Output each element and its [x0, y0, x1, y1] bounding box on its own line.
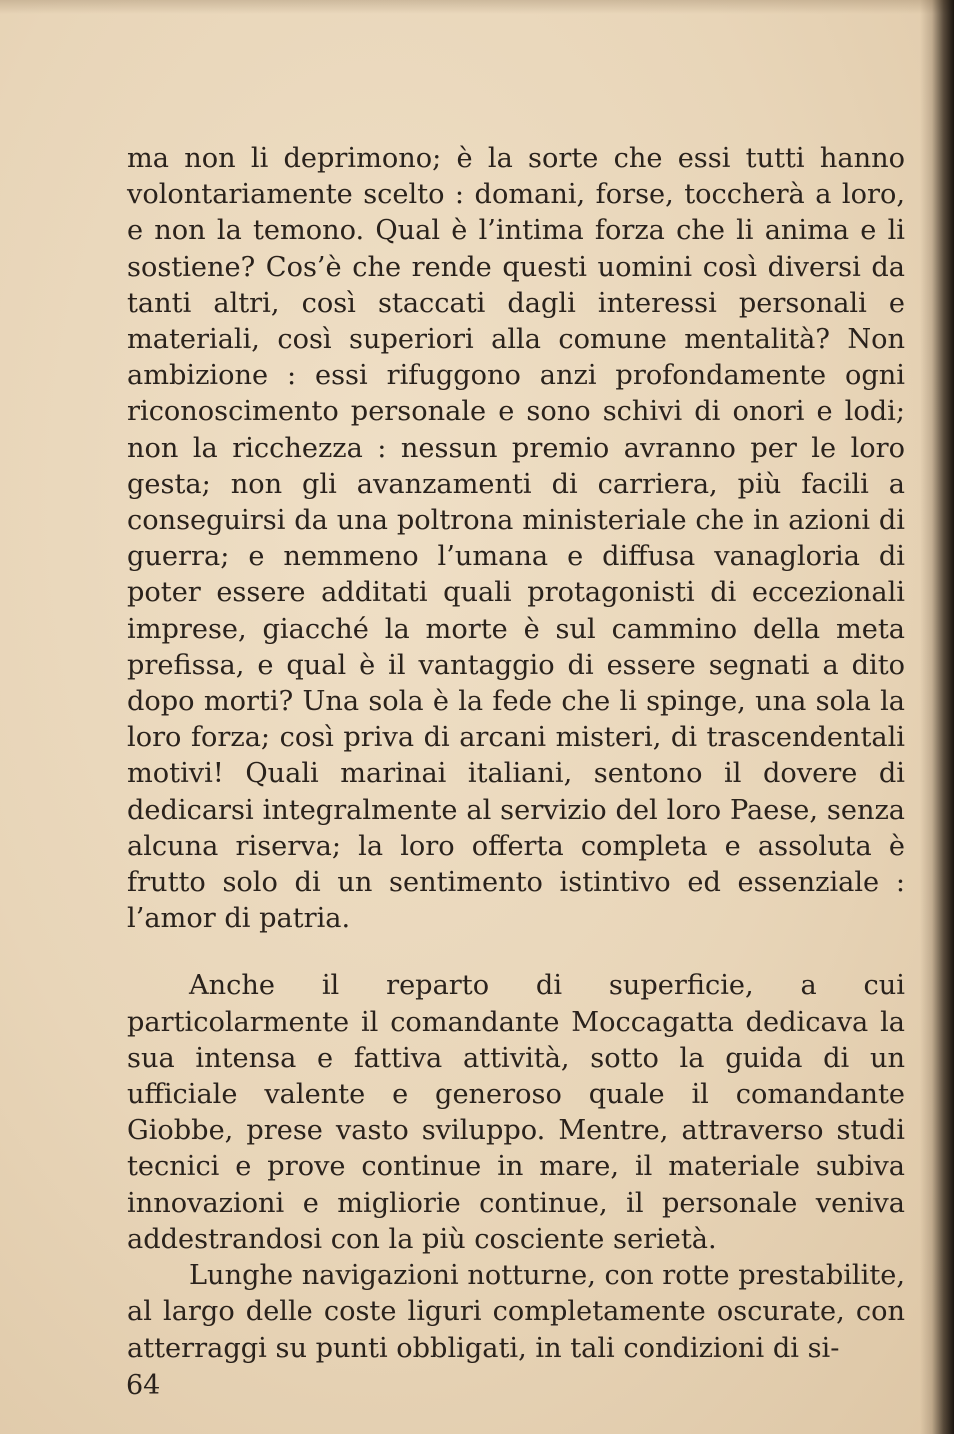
body-text — [127, 141, 905, 1367]
paragraph-1: ma non li deprimono; è la sorte che essi tutti hanno volontariamente scelto : domani, forse, toccherà a loro, e non la temono. Qual è l’intima forza che li anima e li sostiene? Cos’è che rende questi uomini così diversi da tanti altri, così staccati dagli interessi personali e materiali, così superiori alla comune mentalità? Non ambizione : essi rifuggono anzi profondamente ogni riconoscimento personale e sono schivi di onori e lodi; non la ricchezza : nessun premio avranno per le loro gesta; non gli avanzamenti di carriera, più facili a conseguirsi da una poltrona ministeriale che in azioni di guerra; e nemmeno l’umana e diffusa vanagloria di poter essere additati quali protagonisti di eccezionali imprese, giacché la morte è sul cammino della meta prefissa, e qual è il vantaggio di essere segnati a dito dopo morti? Una sola è la fede che li spinge, una sola la loro forza; così priva di arcani misteri, di trascendentali motivi! Quali marinai italiani, sentono il dovere di dedicarsi integralmente al servizio del loro Paese, senza alcuna riserva; la loro offerta completa e assoluta è frutto solo di un sentimento istintivo ed essenziale : l’amor di patria. — [127, 143, 905, 935]
paragraph-gap — [127, 937, 905, 968]
page-number: 64 — [126, 1370, 161, 1401]
page-edge-shadow — [920, 0, 954, 1434]
top-shadow — [0, 0, 954, 14]
paragraph-2: Anche il reparto di superficie, a cui particolarmente il comandante Moccagatta dedicava la sua intensa e fattiva attività, sotto la guida di un ufficiale valente e generoso quale il comandante Giobbe, prese vasto sviluppo. Mentre, attraverso studi tecnici e prove continue in mare, il materiale subiva innovazioni e migliorie continue, il personale veniva addestrandosi con la più cosciente serietà. — [127, 970, 905, 1255]
paragraph-3: Lunghe navigazioni notturne, con rotte prestabilite, al largo delle coste liguri completamente oscurate, con atterraggi su punti obbligati, in tali condizioni di si- — [127, 1260, 905, 1364]
